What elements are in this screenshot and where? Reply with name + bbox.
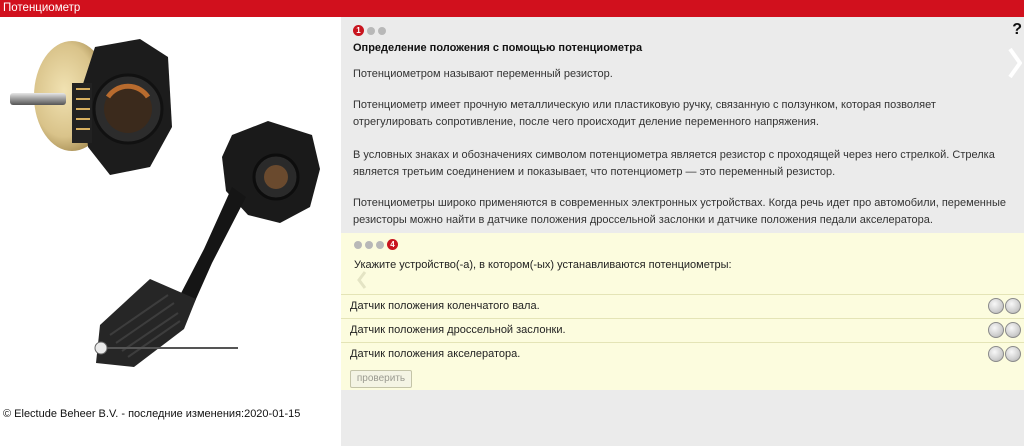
pager-dot[interactable] <box>365 241 373 249</box>
answer-option-label: Датчик положения дроссельной заслонки. <box>350 324 566 336</box>
window-title: Потенциометр <box>3 2 81 14</box>
quiz-panel <box>341 233 1024 390</box>
info-pager <box>353 25 386 36</box>
quiz-pager <box>354 239 398 250</box>
window-title-bar <box>0 0 1024 17</box>
quiz-question: Укажите устройство(-а), в котором(-ых) устанавливаются потенциометры: <box>354 259 732 271</box>
help-button[interactable]: ? <box>1012 21 1022 38</box>
sensor-shaft <box>10 93 66 105</box>
answer-option-label: Датчик положения коленчатого вала. <box>350 300 540 312</box>
answer-no-radio[interactable] <box>1005 322 1021 338</box>
pager-dot[interactable] <box>376 241 384 249</box>
pedal-pivot-pin <box>95 342 107 354</box>
pager-dot-active[interactable]: 4 <box>387 239 398 250</box>
info-paragraph: В условных знаках и обозначениях символом потенциометра является резистор с проходящей через него стрелкой. Стрелка является третьим соединением и показывает, что потенциометр — это переменный резистор. <box>353 149 995 178</box>
answer-yes-radio[interactable] <box>988 346 1004 362</box>
answer-option <box>341 342 1024 366</box>
chevron-left-icon[interactable] <box>357 270 367 290</box>
illustration-panel <box>0 17 341 446</box>
answer-option <box>341 318 1024 342</box>
pedal-sensor-illustration <box>0 17 341 397</box>
pager-dot-active[interactable]: 1 <box>353 25 364 36</box>
pager-dot[interactable] <box>354 241 362 249</box>
info-paragraph: Потенциометр имеет прочную металлическую или пластиковую ручку, связанную с ползунком, которая позволяет отрегулировать сопротивление, после чего происходит деление переменного напряжения. <box>353 99 936 128</box>
answer-option <box>341 294 1024 318</box>
info-title: Определение положения с помощью потенциометра <box>353 42 643 54</box>
info-paragraph: Потенциометром называют переменный резистор. <box>353 68 613 80</box>
answer-yes-radio[interactable] <box>988 322 1004 338</box>
pager-dot[interactable] <box>367 27 375 35</box>
info-paragraph: Потенциометры широко применяются в современных электронных устройствах. Когда речь идет про автомобили, переменные резисторы можно найти в датчике положения дроссельной заслонки и датчике положения педали акселератора. <box>353 197 1006 226</box>
answer-no-radio[interactable] <box>1005 346 1021 362</box>
answer-yes-radio[interactable] <box>988 298 1004 314</box>
check-button[interactable]: проверить <box>350 370 412 388</box>
answer-no-radio[interactable] <box>1005 298 1021 314</box>
pager-dot[interactable] <box>378 27 386 35</box>
answer-option-label: Датчик положения акселератора. <box>350 348 521 360</box>
copyright-text: © Electude Beheer B.V. - последние изменения:2020-01-15 <box>3 408 301 420</box>
